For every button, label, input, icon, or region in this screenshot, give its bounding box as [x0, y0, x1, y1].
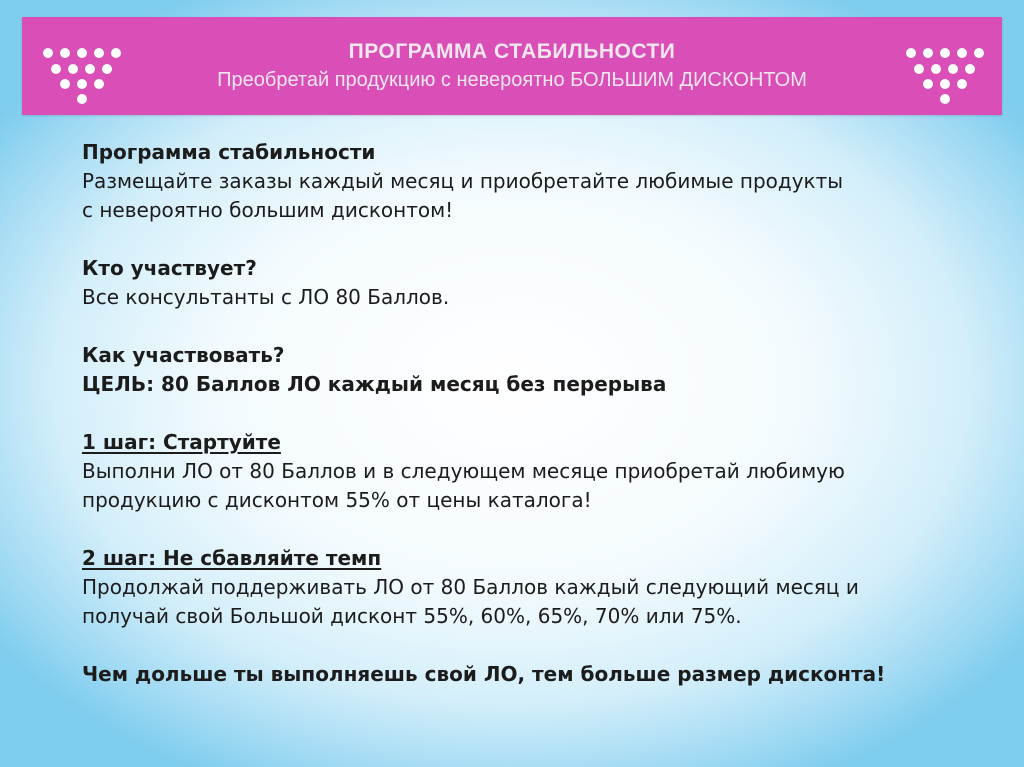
slide-body — [82, 138, 982, 689]
dots-logo-icon — [906, 48, 986, 104]
section-text: продукцию с дисконтом 55% от цены каталога! — [82, 488, 592, 512]
section-heading-program: Программа стабильности — [82, 140, 376, 164]
step2-heading: 2 шаг: Не сбавляйте темп — [82, 546, 382, 570]
section-text: Все консультанты с ЛО 80 Баллов. — [82, 285, 450, 309]
banner-title: ПРОГРАММА СТАБИЛЬНОСТИ — [348, 40, 676, 63]
section-heading-how: Как участвовать? — [82, 343, 285, 367]
section-text: Размещайте заказы каждый месяц и приобретайте любимые продукты — [82, 169, 844, 193]
section-heading-who: Кто участвует? — [82, 256, 257, 280]
step1-heading: 1 шаг: Стартуйте — [82, 430, 281, 454]
header-banner — [22, 17, 1002, 115]
conclusion-text: Чем дольше ты выполняешь свой ЛО, тем больше размер дисконта! — [82, 662, 886, 686]
section-text: Выполни ЛО от 80 Баллов и в следующем месяце приобретай любимую — [82, 459, 845, 483]
section-text: получай свой Большой дисконт 55%, 60%, 65%, 70% или 75%. — [82, 604, 742, 628]
goal-text: ЦЕЛЬ: 80 Баллов ЛО каждый месяц без перерыва — [82, 372, 667, 396]
banner-subtitle: Преобретай продукцию с невероятно БОЛЬШИМ ДИСКОНТОМ — [217, 69, 807, 91]
section-text: Продолжай поддерживать ЛО от 80 Баллов каждый следующий месяц и — [82, 575, 859, 599]
section-text: с невероятно большим дисконтом! — [82, 198, 454, 222]
